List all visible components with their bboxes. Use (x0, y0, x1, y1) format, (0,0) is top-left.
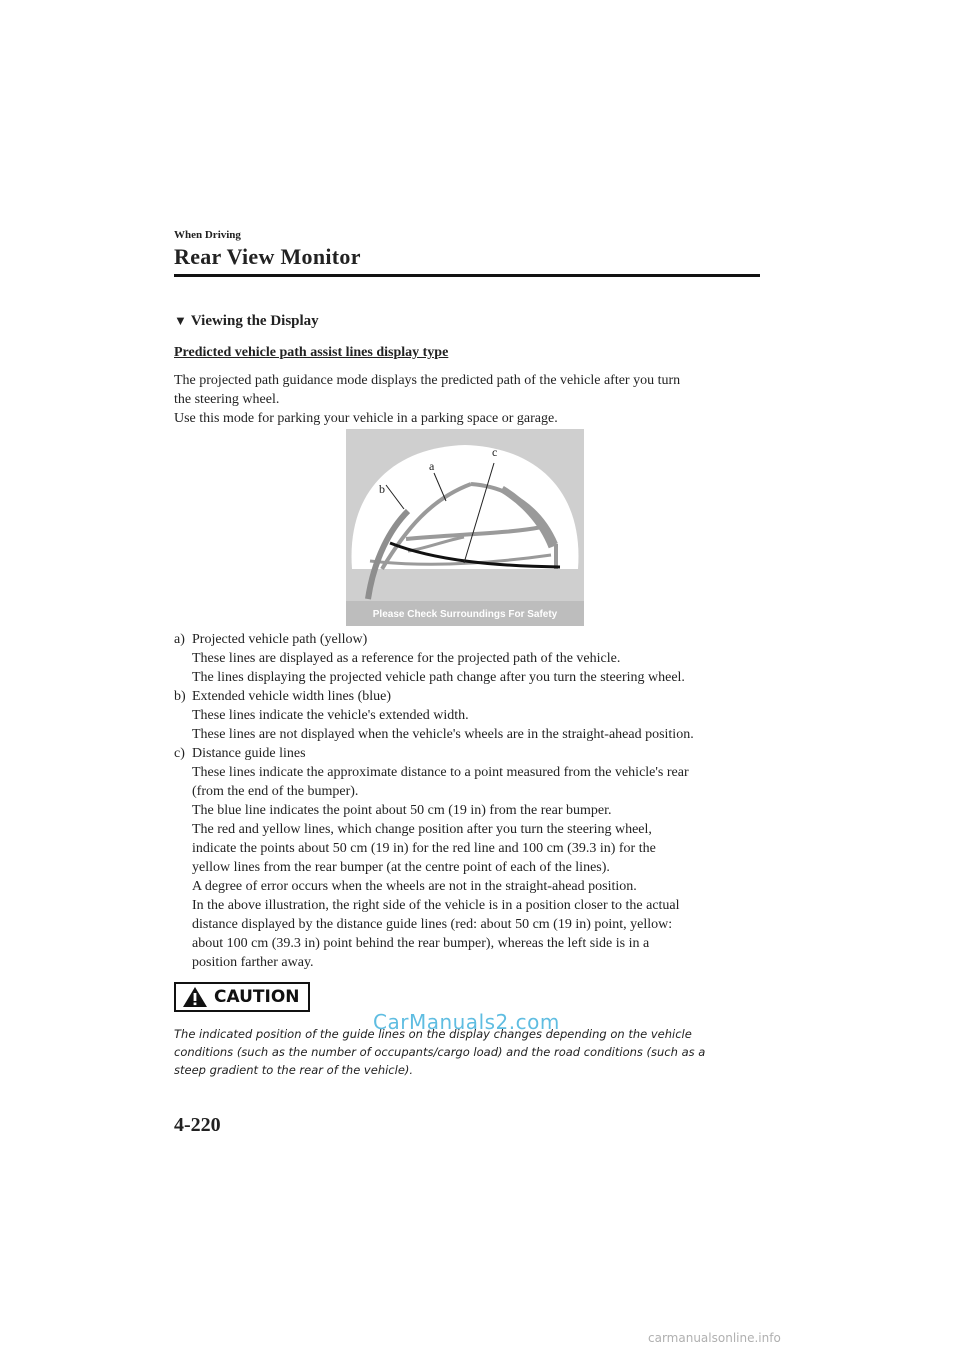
watermark: CarManuals2.com (373, 1010, 560, 1034)
list-line: about 100 cm (39.3 in) point behind the rear bumper), whereas the left side is in a (192, 936, 650, 951)
list-marker: c) (174, 746, 185, 761)
list-item (174, 687, 774, 744)
list-line: A degree of error occurs when the wheels are not in the straight-ahead position. (192, 879, 637, 894)
list-line: position farther away. (192, 955, 314, 970)
list-line: indicate the points about 50 cm (19 in) for the red line and 100 cm (39.3 in) for the (192, 841, 656, 856)
list-marker: b) (174, 689, 186, 704)
intro-paragraph (174, 371, 764, 428)
subsection-heading (174, 313, 319, 330)
triangle-down-icon: ▼ (174, 313, 187, 328)
subsection-title: Viewing the Display (190, 313, 319, 329)
list-line: distance displayed by the distance guide lines (red: about 50 cm (19 in) point, yellow: (192, 917, 673, 932)
intro-line: Use this mode for parking your vehicle in a parking space or garage. (174, 411, 558, 426)
list-title: Distance guide lines (192, 746, 306, 761)
callout-b: b (379, 482, 385, 496)
callout-c: c (492, 445, 498, 459)
safety-banner: Please Check Surroundings For Safety (372, 609, 558, 620)
page-title: Rear View Monitor (174, 244, 361, 269)
list-line: yellow lines from the rear bumper (at the centre point of each of the lines). (192, 860, 610, 875)
caution-label-box (174, 982, 310, 1012)
section-label: When Driving (174, 229, 241, 241)
callout-a: a (429, 459, 435, 473)
rear-view-illustration (346, 429, 584, 626)
display-type-heading: Predicted vehicle path assist lines display type (174, 345, 449, 360)
list-item (174, 744, 774, 972)
list-line: (from the end of the bumper). (192, 784, 359, 799)
intro-line: the steering wheel. (174, 392, 280, 407)
list-line: These lines indicate the vehicle's extended width. (192, 708, 469, 723)
intro-line: The projected path guidance mode displays the predicted path of the vehicle after you turn (174, 373, 681, 388)
list-line: These lines indicate the approximate distance to a point measured from the vehicle's rear (192, 765, 689, 780)
page-number: 4-220 (174, 1114, 221, 1136)
list-line: The lines displaying the projected vehicle path change after you turn the steering wheel. (192, 670, 685, 685)
warning-triangle-icon (182, 986, 208, 1008)
caution-label: CAUTION (214, 987, 300, 1007)
list-title: Projected vehicle path (yellow) (192, 632, 368, 647)
list-line: These lines are not displayed when the vehicle's wheels are in the straight-ahead position. (192, 727, 694, 742)
title-divider (174, 274, 760, 277)
footer-site: carmanualsonline.info (648, 1331, 781, 1345)
list-marker: a) (174, 632, 185, 647)
caution-line: steep gradient to the rear of the vehicle). (174, 1063, 414, 1077)
legend-list (174, 630, 774, 972)
list-title: Extended vehicle width lines (blue) (192, 689, 392, 704)
caution-line: The indicated position of the guide lines on the display changes depending on the vehicle (174, 1027, 692, 1041)
list-item (174, 630, 774, 687)
list-line: These lines are displayed as a reference for the projected path of the vehicle. (192, 651, 621, 666)
list-line: The red and yellow lines, which change position after you turn the steering wheel, (192, 822, 652, 837)
caution-line: conditions (such as the number of occupants/cargo load) and the road conditions (such as a (174, 1045, 706, 1059)
list-line: In the above illustration, the right side of the vehicle is in a position closer to the actual (192, 898, 680, 913)
list-line: The blue line indicates the point about 50 cm (19 in) from the rear bumper. (192, 803, 612, 818)
